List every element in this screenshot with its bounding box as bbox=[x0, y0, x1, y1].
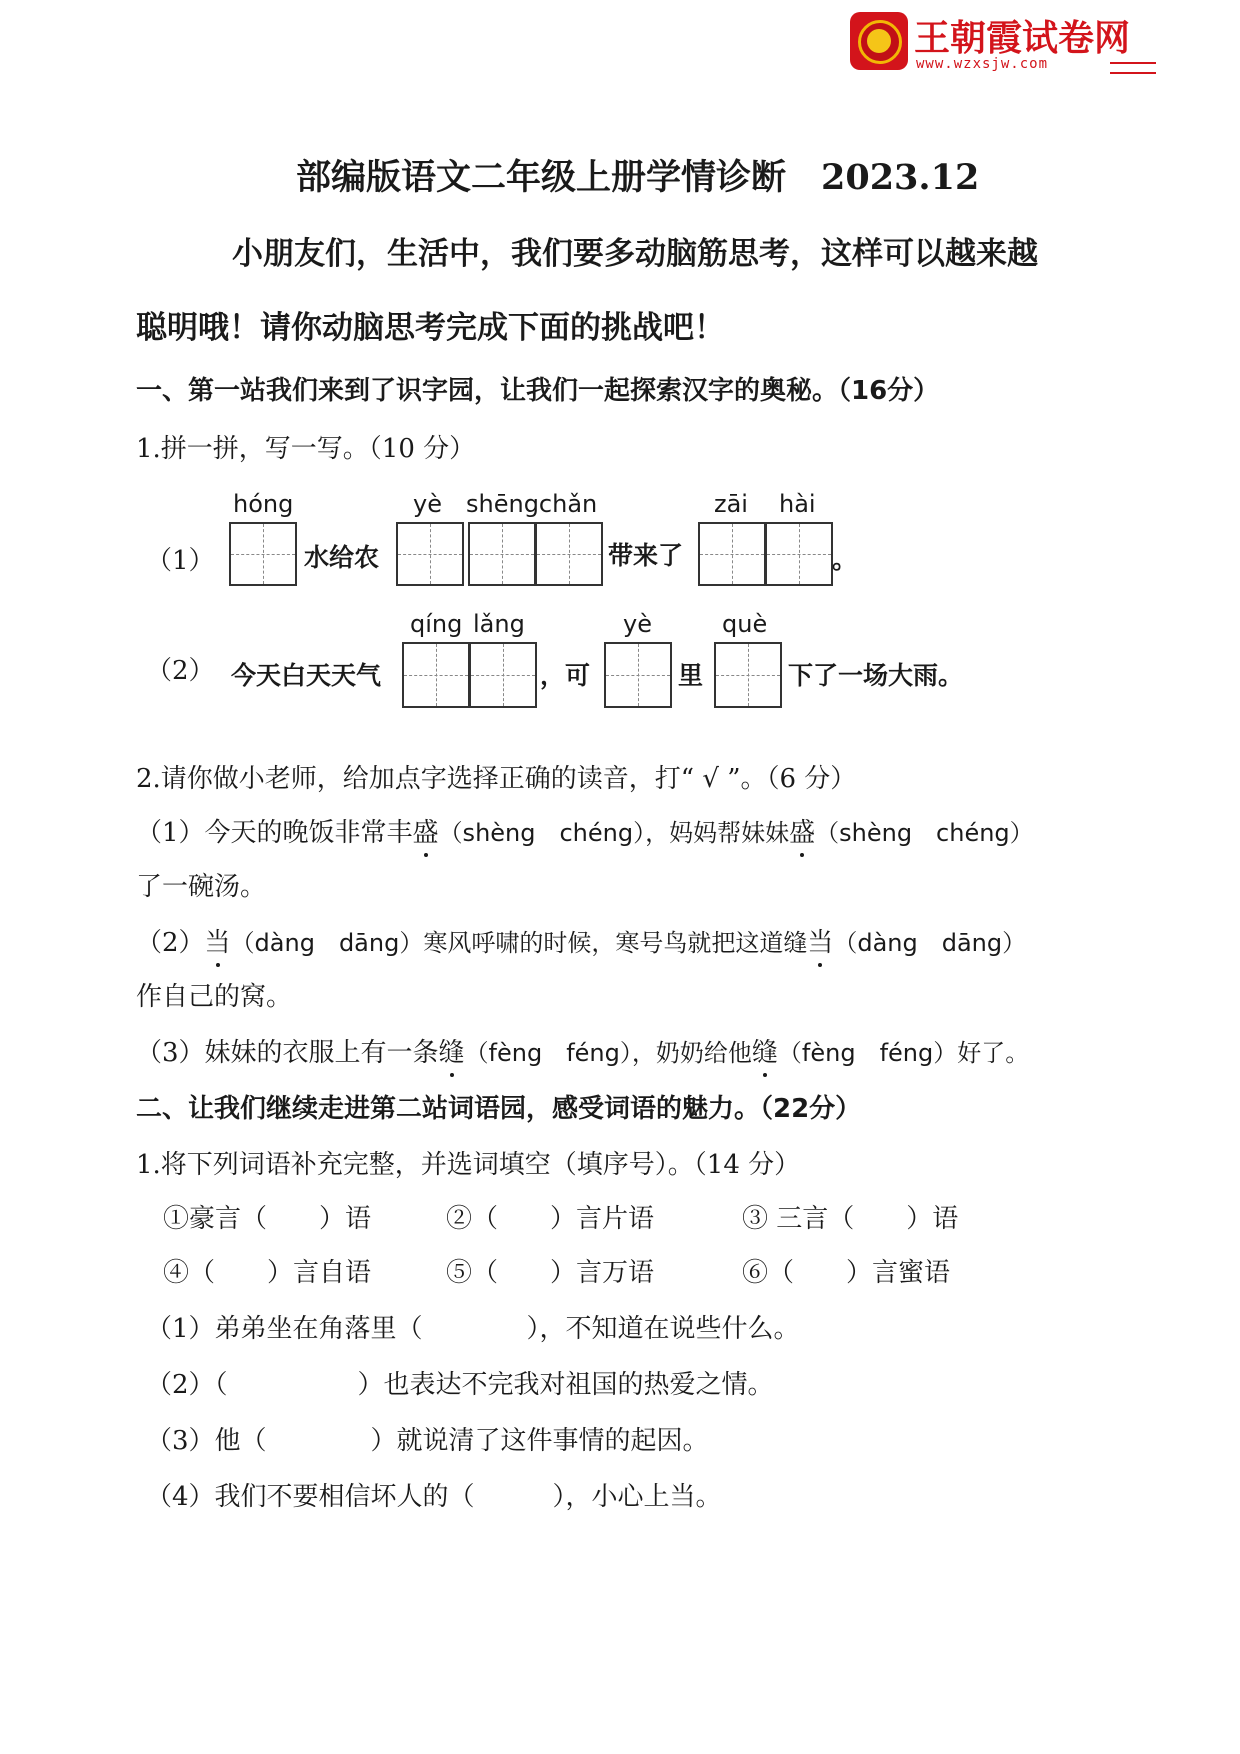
q2-item-1-cont: 了一碗汤。 bbox=[136, 872, 267, 902]
char-box[interactable] bbox=[714, 642, 782, 708]
char-box[interactable] bbox=[535, 522, 603, 586]
pinyin-ye: yè bbox=[413, 490, 442, 518]
q2-item-2: （2）当（dàng dāng）寒风呼啸的时候，寒号鸟就把这道缝当（dàng dāng） bbox=[136, 922, 1026, 959]
q2-item-3: （3）妹妹的衣服上有一条缝（fèng féng），奶奶给他缝（fèng féng）好了。 bbox=[136, 1032, 1029, 1069]
q1-item-2-text-2: ，可 bbox=[540, 661, 591, 690]
word-item: ②（ ）言片语 bbox=[446, 1204, 655, 1234]
logo-url: www.wzxsjw.com bbox=[916, 56, 1049, 72]
q1-item-1-text-1: 水给农 bbox=[304, 543, 380, 572]
q2-title: 2.请你做小老师，给加点字选择正确的读音，打“ √ ”。（6 分） bbox=[136, 764, 857, 794]
pinyin-qing: qíng bbox=[410, 610, 463, 638]
word-item: ③ 三言（ ）语 bbox=[742, 1204, 959, 1234]
s2-q1-title: 1.将下列词语补充完整，并选词填空（填序号）。（14 分） bbox=[136, 1150, 801, 1180]
q1-item-2-text-3: 里 bbox=[678, 661, 704, 690]
intro-line-1: 小朋友们，生活中，我们要多动脑筋思考，这样可以越来越 bbox=[232, 236, 1038, 272]
pinyin-hai: hài bbox=[779, 490, 816, 518]
q1-item-1-text-3: 。 bbox=[832, 545, 858, 574]
char-box[interactable] bbox=[698, 522, 766, 586]
q1-item-1-text-2: 带来了 bbox=[608, 541, 684, 570]
dotted-char: 当 bbox=[205, 922, 231, 959]
q1-item-2-text-4: 下了一场大雨。 bbox=[788, 661, 964, 690]
q1-item-1-num: （1） bbox=[146, 546, 215, 576]
pinyin-que: què bbox=[722, 610, 768, 638]
page-title: 部编版语文二年级上册学情诊断 2023.12 bbox=[296, 157, 980, 198]
char-box[interactable] bbox=[402, 642, 470, 708]
logo-decoration bbox=[1110, 62, 1156, 74]
char-box[interactable] bbox=[469, 642, 537, 708]
q2-item-2-cont: 作自己的窝。 bbox=[136, 982, 293, 1012]
dotted-char: 盛 bbox=[413, 812, 439, 849]
char-box[interactable] bbox=[396, 522, 464, 586]
logo-name: 王朝霞试卷网 bbox=[914, 18, 1131, 59]
char-box[interactable] bbox=[468, 522, 536, 586]
fill-sentence-1[interactable]: （1）弟弟坐在角落里（ ），不知道在说些什么。 bbox=[146, 1314, 800, 1344]
word-item: ⑥（ ）言蜜语 bbox=[742, 1258, 951, 1288]
section-1-heading: 一、第一站我们来到了识字园，让我们一起探索汉字的奥秘。（16分） bbox=[136, 376, 940, 406]
intro-line-2: 聪明哦！请你动脑思考完成下面的挑战吧！ bbox=[136, 310, 725, 346]
word-item: ④（ ）言自语 bbox=[163, 1258, 372, 1288]
q1-item-2-num: （2） bbox=[146, 656, 215, 686]
fill-sentence-4[interactable]: （4）我们不要相信坏人的（ ），小心上当。 bbox=[146, 1482, 722, 1512]
pinyin-ye-2: yè bbox=[623, 610, 652, 638]
pinyin-shengchan: shēngchǎn bbox=[466, 490, 598, 518]
char-box[interactable] bbox=[229, 522, 297, 586]
fill-sentence-2[interactable]: （2）（ ）也表达不完我对祖国的热爱之情。 bbox=[146, 1370, 774, 1400]
q2-item-1: （1）今天的晚饭非常丰盛（shèng chéng），妈妈帮妹妹盛（shèng chéng） bbox=[136, 812, 1034, 849]
fill-sentence-3[interactable]: （3）他（ ）就说清了这件事情的起因。 bbox=[146, 1426, 709, 1456]
pinyin-lang: lǎng bbox=[473, 610, 525, 638]
site-logo bbox=[850, 12, 1162, 74]
dotted-char: 盛 bbox=[789, 812, 815, 849]
section-2-heading: 二、让我们继续走进第二站词语园，感受词语的魅力。（22分） bbox=[136, 1094, 862, 1124]
dotted-char: 缝 bbox=[752, 1032, 778, 1069]
dotted-char: 当 bbox=[807, 922, 833, 959]
q1-item-2-text-1: 今天白天天气 bbox=[231, 661, 382, 690]
word-item: ①豪言（ ）语 bbox=[163, 1204, 372, 1234]
dotted-char: 缝 bbox=[439, 1032, 465, 1069]
char-box[interactable] bbox=[765, 522, 833, 586]
logo-emblem-icon bbox=[850, 12, 908, 70]
q1-title: 1.拼一拼，写一写。（10 分） bbox=[136, 434, 476, 464]
word-item: ⑤（ ）言万语 bbox=[446, 1258, 655, 1288]
char-box[interactable] bbox=[604, 642, 672, 708]
pinyin-zai: zāi bbox=[714, 490, 748, 518]
pinyin-hong: hóng bbox=[233, 490, 294, 518]
